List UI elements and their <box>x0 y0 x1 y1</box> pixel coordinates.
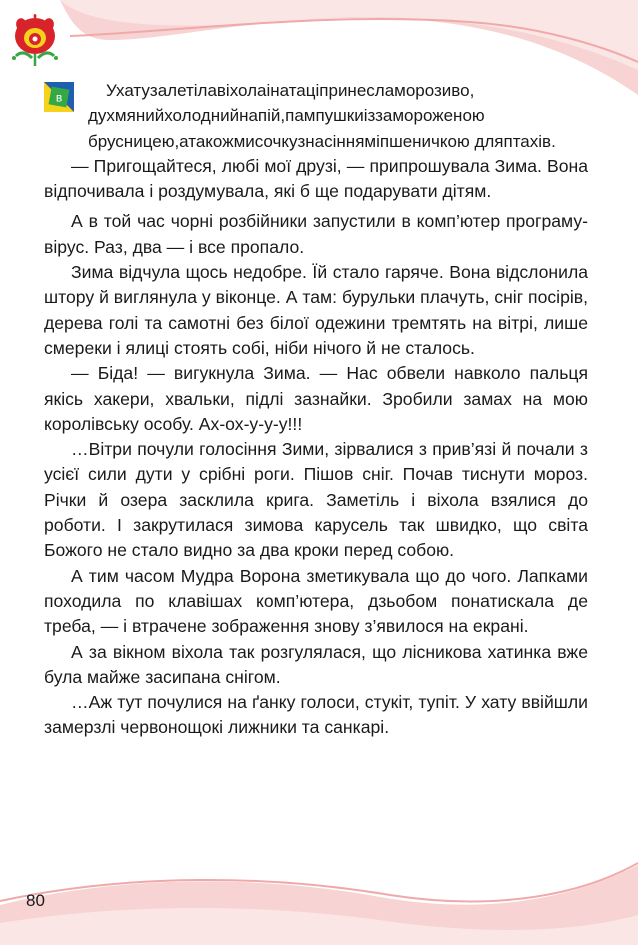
bottom-decorative-wave <box>0 835 638 945</box>
folk-flower-icon <box>8 10 62 70</box>
intro-paragraph: Ухатузалетілавіхолаінатаціпринесламорозиво, духмянийхолоднийнапій,пампушкиіззамороженою брусницею,атакожмисочкузнасінняміпшеничкою дляптахів. <box>88 81 556 151</box>
story-paragraph-4: — Біда! — вигукнула Зима. — Нас обвели навколо пальця якісь хакери, хвальки, підлі зазнайки. Зробили замах на мою королівську особу. Ах-ох-у-у-у!!! <box>44 363 588 434</box>
story-paragraph-6: А тим часом Мудра Ворона зметикувала що до чого. Лапками походила по клавішах комп’ютера, дзьобом понатискала де треба, — і втрачене зображення знову з’явилося на екрані. <box>44 565 588 637</box>
story-paragraph-7: А за вікном віхола так розгулялася, що лісникова хатинка вже була майже засипана снігом. <box>44 641 588 687</box>
page-number: 80 <box>26 891 45 910</box>
story-text <box>44 78 588 741</box>
story-paragraph-2: А в той час чорні розбійники запустили в комп’ютер програму-вірус. Раз, два — і все пропало. <box>44 211 588 257</box>
story-paragraph-8: …Аж тут почулися на ґанку голоси, стукіт, тупіт. У хату ввійшли замерзлі червонощокі лижники та санкарі. <box>44 692 588 738</box>
story-paragraph-3: Зима відчула щось недобре. Їй стало гаряче. Вона відслонила штору й виглянула у віконце. А там: бурульки плачуть, сніг посірів, дерева голі та самотні без білої одежини тремтять на вітрі, лише смереки і ялиці стоять собі, ніби нічого й не сталось. <box>44 262 588 358</box>
story-paragraph-5: …Вітри почули голосіння Зими, зірвалися з прив’язі й почали з усієї сили дути у срібні роги. Пішов сніг. Почав тиснути мороз. Річки й озера засклила крига. Заметіль і віхола взялися до роботи. І закрутилася зимова карусель так швидко, що світа Божого не стало видно за два кроки перед собою. <box>44 439 588 561</box>
story-paragraph-1: — Пригощайтеся, любі мої друзі, — припрошувала Зима. Вона відпочивала і роздумувала, які б ще подарувати дітям. <box>44 155 588 202</box>
exercise-marker-letter: в <box>55 90 63 105</box>
